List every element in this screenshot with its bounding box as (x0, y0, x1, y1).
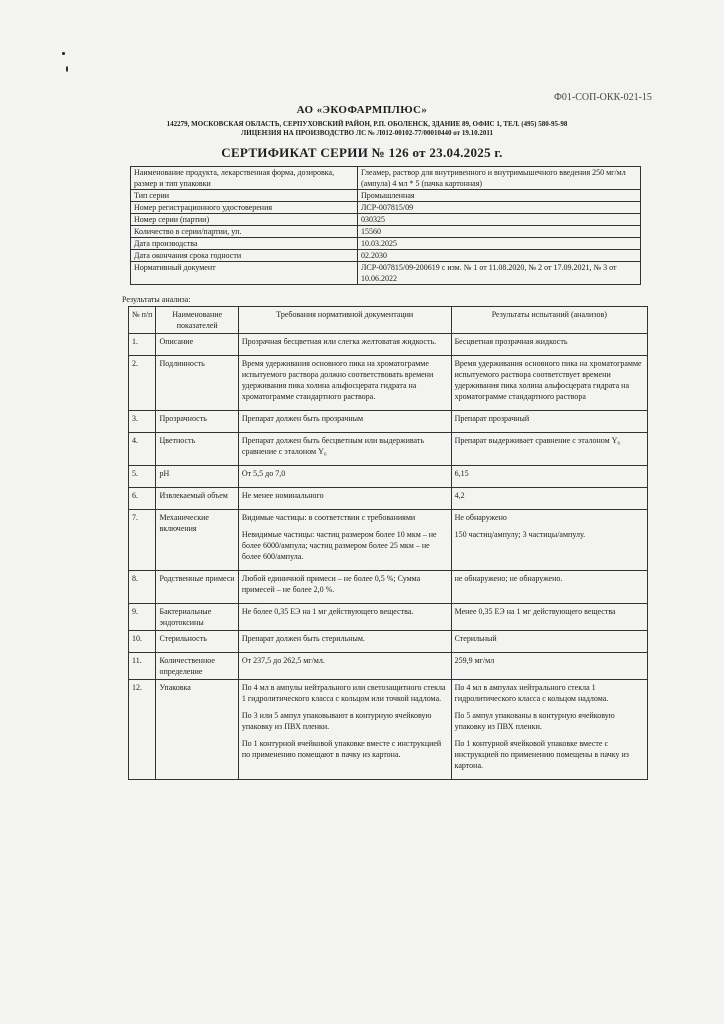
info-row (131, 167, 641, 190)
info-value: ЛСР-007815/09 (358, 202, 641, 214)
result-paragraph: не обнаружено; не обнаружено. (454, 574, 563, 583)
result-paragraph: Не обнаружено (454, 513, 507, 522)
requirement-paragraph: По 3 или 5 ампул упаковывают в контурную ячейковую упаковку из ПВХ пленки. (241, 711, 432, 731)
result-num: 10. (129, 631, 156, 653)
result-row (129, 466, 648, 488)
header-num: № п/п (129, 307, 156, 334)
result-name: Прозрачность (156, 411, 238, 433)
result-paragraph: Препарат выдерживает сравнение с эталоном Y₆ (454, 436, 621, 445)
result-paragraph: По 1 контурной ячейковой упаковке вместе с инструкцией по применению помещены в пачку из картона. (454, 739, 629, 770)
result-num: 6. (129, 488, 156, 510)
result-num: 5. (129, 466, 156, 488)
result-requirement (238, 653, 451, 680)
header-requirement: Требования нормативной документации (238, 307, 451, 334)
scan-speck (66, 66, 68, 72)
result-name: Бактериальные эндотоксины (156, 604, 238, 631)
result-num: 7. (129, 510, 156, 571)
result-requirement (238, 334, 451, 356)
result-name: Подлинность (156, 356, 238, 411)
requirement-paragraph: Прозрачная бесцветная или слегка желтоватая жидкость. (241, 337, 437, 346)
result-requirement (238, 680, 451, 780)
results-table (128, 306, 648, 780)
result-row (129, 334, 648, 356)
requirement-paragraph: Препарат должен быть стерильным. (241, 634, 365, 643)
info-value: 030325 (358, 214, 641, 226)
result-row (129, 411, 648, 433)
result-name: Количественное определение (156, 653, 238, 680)
result-requirement (238, 411, 451, 433)
result-value (451, 356, 647, 411)
result-value (451, 604, 647, 631)
result-value (451, 571, 647, 604)
result-num: 2. (129, 356, 156, 411)
result-num: 1. (129, 334, 156, 356)
result-num: 12. (129, 680, 156, 780)
result-row (129, 510, 648, 571)
result-value (451, 510, 647, 571)
result-num: 9. (129, 604, 156, 631)
info-label: Нормативный документ (131, 262, 358, 285)
company-license: ЛИЦЕНЗИЯ НА ПРОИЗВОДСТВО ЛС № Л012-00102-77/00010440 от 19.10.2011 (241, 129, 493, 137)
result-name: Извлекаемый объем (156, 488, 238, 510)
document-code: Ф01-СОП-ОКК-021-15 (554, 92, 652, 103)
requirement-paragraph: По 1 контурной ячейковой упаковке вместе с инструкцией по применению помещают в пачку из картона. (241, 739, 442, 759)
header-name: Наименование показателей (156, 307, 238, 334)
result-row (129, 488, 648, 510)
info-row (131, 238, 641, 250)
result-value (451, 653, 647, 680)
result-paragraph: 150 частиц/ампулу; 3 частицы/ампулу. (454, 530, 586, 539)
info-row (131, 262, 641, 285)
results-body (129, 334, 648, 780)
results-header-row (129, 307, 648, 334)
result-paragraph: Время удерживания основного пика на хроматограмме испытуемого раствора соответствует времени удерживания пика холина альфосцерата гидрата на хроматограмме стандартного раствора (454, 359, 642, 401)
info-row (131, 214, 641, 226)
result-value (451, 631, 647, 653)
result-row (129, 631, 648, 653)
info-label: Дата окончания срока годности (131, 250, 358, 262)
info-value: 02.2030 (358, 250, 641, 262)
product-info-table (130, 166, 641, 285)
requirement-paragraph: Препарат должен быть прозрачным (241, 414, 364, 423)
result-requirement (238, 466, 451, 488)
requirement-paragraph: По 4 мл в ампулы нейтрального или светозащитного стекла 1 гидролитического класса с кольцом или точкой надлома. (241, 683, 446, 703)
result-name: Стерильность (156, 631, 238, 653)
result-requirement (238, 433, 451, 466)
result-num: 11. (129, 653, 156, 680)
result-paragraph: Бесцветная прозрачная жидкость (454, 337, 568, 346)
company-name: АО «ЭКОФАРМПЛЮС» (296, 104, 428, 116)
result-value (451, 334, 647, 356)
result-requirement (238, 571, 451, 604)
company-address-block (132, 120, 602, 138)
info-value: 15560 (358, 226, 641, 238)
result-requirement (238, 356, 451, 411)
requirement-paragraph: Видимые частицы: в соответствии с требованиями (241, 513, 416, 522)
info-row (131, 202, 641, 214)
info-value: Глеамер, раствор для внутривенного и внутримышечного введения 250 мг/мл (ампула) 4 мл * 5 (пачка картонная) (358, 167, 641, 190)
result-row (129, 571, 648, 604)
product-info-body (131, 167, 641, 285)
results-label: Результаты анализа: (122, 295, 191, 304)
info-label: Количество в серии/партии, уп. (131, 226, 358, 238)
result-row (129, 604, 648, 631)
requirement-paragraph: Время удерживания основного пика на хроматограмме испытуемого раствора должно соответствовать времени удерживания пика холина альфосцерата гидрата на хроматограмме стандартного раствора. (241, 359, 434, 401)
result-row (129, 356, 648, 411)
info-row (131, 250, 641, 262)
info-label: Номер регистрационного удостоверения (131, 202, 358, 214)
result-name: Механические включения (156, 510, 238, 571)
result-value (451, 411, 647, 433)
result-row (129, 653, 648, 680)
info-value: 10.03.2025 (358, 238, 641, 250)
info-row (131, 226, 641, 238)
result-requirement (238, 631, 451, 653)
result-value (451, 433, 647, 466)
result-paragraph: По 4 мл в ампулах нейтрального стекла 1 гидролитического класса с кольцом надлома. (454, 683, 609, 703)
result-requirement (238, 510, 451, 571)
result-paragraph: По 5 ампул упакованы в контурную ячейковую упаковку из ПВХ пленки. (454, 711, 615, 731)
certificate-title: СЕРТИФИКАТ СЕРИИ № 126 от 23.04.2025 г. (221, 145, 503, 160)
result-name: Описание (156, 334, 238, 356)
result-paragraph: Препарат прозрачный (454, 414, 530, 423)
info-label: Дата производства (131, 238, 358, 250)
result-row (129, 680, 648, 780)
result-value (451, 488, 647, 510)
result-paragraph: Менее 0,35 ЕЭ на 1 мг действующего вещества (454, 607, 616, 616)
result-paragraph: 259,9 мг/мл (454, 656, 495, 665)
scan-speck (62, 52, 65, 55)
result-name: pH (156, 466, 238, 488)
info-value: Промышленная (358, 190, 641, 202)
requirement-paragraph: От 5,5 до 7,0 (241, 469, 286, 478)
company-address: 142279, МОСКОВСКАЯ ОБЛАСТЬ, СЕРПУХОВСКИЙ РАЙОН, Р.П. ОБОЛЕНСК, ЗДАНИЕ 89, ОФИС 1, ТЕЛ. (495) 580-95-98 (166, 120, 568, 128)
result-paragraph: 6,15 (454, 469, 469, 478)
requirement-paragraph: Невидимые частицы: частиц размером более 10 мкм – не более 6000/ампула; частиц размером более 25 мкм – не более 600/ампула. (241, 530, 437, 561)
info-label: Номер серии (партии) (131, 214, 358, 226)
requirement-paragraph: Не более 0,35 ЕЭ на 1 мг действующего вещества. (241, 607, 414, 616)
result-paragraph: Стерильный (454, 634, 497, 643)
result-num: 4. (129, 433, 156, 466)
requirement-paragraph: Не менее номинального (241, 491, 324, 500)
info-label: Тип серии (131, 190, 358, 202)
result-num: 8. (129, 571, 156, 604)
requirement-paragraph: Препарат должен быть бесцветным или выдерживать сравнение с эталоном Y₆ (241, 436, 425, 456)
result-name: Упаковка (156, 680, 238, 780)
info-row (131, 190, 641, 202)
result-num: 3. (129, 411, 156, 433)
result-value (451, 466, 647, 488)
requirement-paragraph: От 237,5 до 262,5 мг/мл. (241, 656, 325, 665)
result-name: Цветность (156, 433, 238, 466)
result-value (451, 680, 647, 780)
requirement-paragraph: Любой единичной примеси – не более 0,5 %; Сумма примесей – не более 2,0 %. (241, 574, 421, 594)
result-row (129, 433, 648, 466)
result-paragraph: 4,2 (454, 491, 465, 500)
info-label: Наименование продукта, лекарственная форма, дозировка, размер и тип упаковки (131, 167, 358, 190)
info-value: ЛСР-007815/09-200619 с изм. № 1 от 11.08.2020, № 2 от 17.09.2021, № 3 от 10.06.2022 (358, 262, 641, 285)
result-name: Родственные примеси (156, 571, 238, 604)
header-result: Результаты испытаний (анализов) (451, 307, 647, 334)
result-requirement (238, 604, 451, 631)
result-requirement (238, 488, 451, 510)
